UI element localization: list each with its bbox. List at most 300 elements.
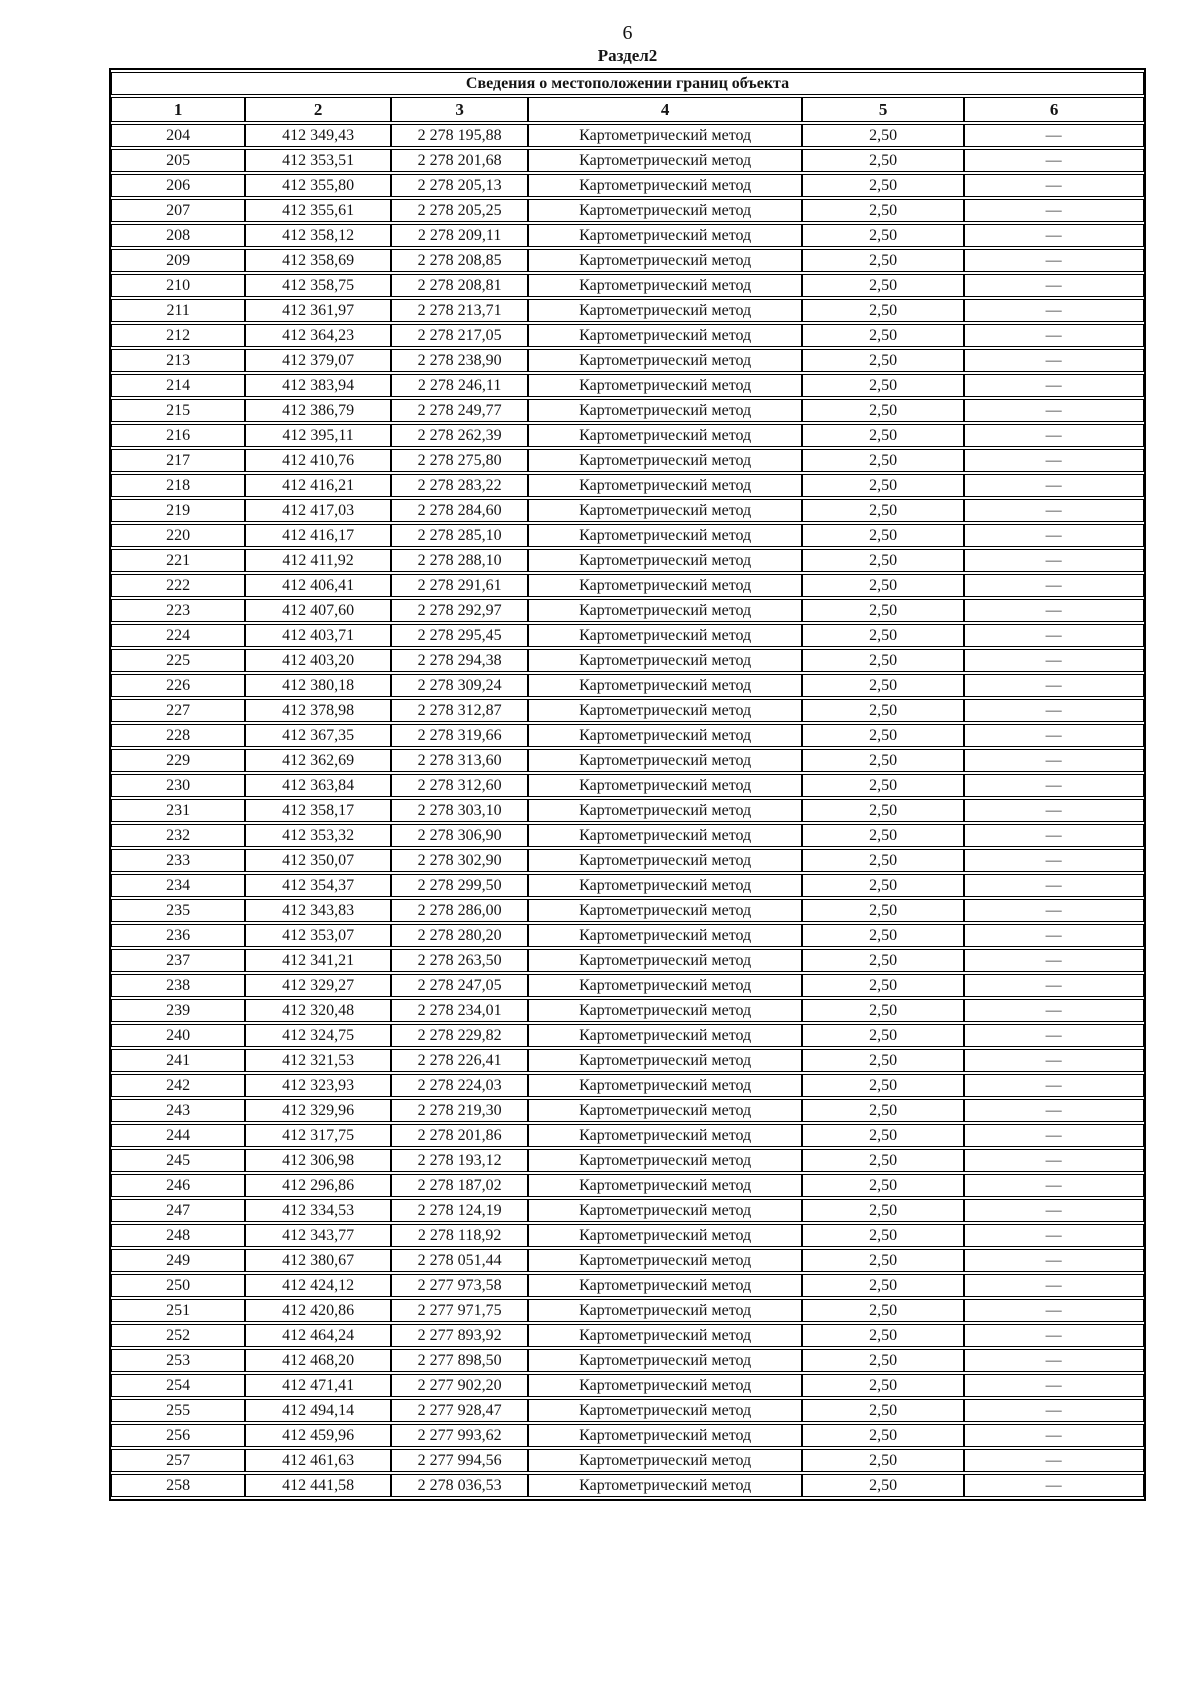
x-coordinate-cell: 412 324,75 <box>245 1024 391 1047</box>
x-coordinate-cell: 412 378,98 <box>245 699 391 722</box>
point-number-cell: 204 <box>111 124 245 147</box>
table-row <box>111 1274 1144 1297</box>
precision-cell: 2,50 <box>802 499 964 522</box>
method-cell: Картометрический метод <box>528 449 802 472</box>
table-row <box>111 249 1144 272</box>
x-coordinate-cell: 412 321,53 <box>245 1049 391 1072</box>
no-data-cell: — <box>964 699 1144 722</box>
no-data-cell: — <box>964 874 1144 897</box>
method-cell: Картометрический метод <box>528 1124 802 1147</box>
x-coordinate-cell: 412 380,67 <box>245 1249 391 1272</box>
x-coordinate-cell: 412 379,07 <box>245 349 391 372</box>
method-cell: Картометрический метод <box>528 274 802 297</box>
table-row <box>111 1324 1144 1347</box>
point-number-cell: 227 <box>111 699 245 722</box>
precision-cell: 2,50 <box>802 799 964 822</box>
point-number-cell: 253 <box>111 1349 245 1372</box>
point-number-cell: 211 <box>111 299 245 322</box>
x-coordinate-cell: 412 407,60 <box>245 599 391 622</box>
point-number-cell: 243 <box>111 1099 245 1122</box>
point-number-cell: 205 <box>111 149 245 172</box>
no-data-cell: — <box>964 899 1144 922</box>
point-number-cell: 231 <box>111 799 245 822</box>
point-number-cell: 257 <box>111 1449 245 1472</box>
precision-cell: 2,50 <box>802 1274 964 1297</box>
precision-cell: 2,50 <box>802 299 964 322</box>
column-number-row <box>111 97 1144 122</box>
method-cell: Картометрический метод <box>528 1349 802 1372</box>
table-row <box>111 649 1144 672</box>
no-data-cell: — <box>964 1124 1144 1147</box>
no-data-cell: — <box>964 924 1144 947</box>
point-number-cell: 226 <box>111 674 245 697</box>
x-coordinate-cell: 412 329,96 <box>245 1099 391 1122</box>
table-row <box>111 674 1144 697</box>
y-coordinate-cell: 2 278 193,12 <box>391 1149 528 1172</box>
method-cell: Картометрический метод <box>528 524 802 547</box>
table-row <box>111 199 1144 222</box>
point-number-cell: 234 <box>111 874 245 897</box>
point-number-cell: 247 <box>111 1199 245 1222</box>
table-row <box>111 899 1144 922</box>
method-cell: Картометрический метод <box>528 1174 802 1197</box>
x-coordinate-cell: 412 494,14 <box>245 1399 391 1422</box>
no-data-cell: — <box>964 1149 1144 1172</box>
x-coordinate-cell: 412 461,63 <box>245 1449 391 1472</box>
table-row <box>111 1399 1144 1422</box>
precision-cell: 2,50 <box>802 649 964 672</box>
method-cell: Картометрический метод <box>528 899 802 922</box>
precision-cell: 2,50 <box>802 1199 964 1222</box>
x-coordinate-cell: 412 417,03 <box>245 499 391 522</box>
point-number-cell: 248 <box>111 1224 245 1247</box>
no-data-cell: — <box>964 1474 1144 1497</box>
no-data-cell: — <box>964 549 1144 572</box>
table-row <box>111 1249 1144 1272</box>
precision-cell: 2,50 <box>802 724 964 747</box>
precision-cell: 2,50 <box>802 1474 964 1497</box>
point-number-cell: 258 <box>111 1474 245 1497</box>
x-coordinate-cell: 412 406,41 <box>245 574 391 597</box>
no-data-cell: — <box>964 1324 1144 1347</box>
x-coordinate-cell: 412 395,11 <box>245 424 391 447</box>
x-coordinate-cell: 412 361,97 <box>245 299 391 322</box>
column-header-3: 3 <box>391 97 528 122</box>
x-coordinate-cell: 412 362,69 <box>245 749 391 772</box>
table-row <box>111 324 1144 347</box>
method-cell: Картометрический метод <box>528 1049 802 1072</box>
precision-cell: 2,50 <box>802 149 964 172</box>
table-row <box>111 124 1144 147</box>
precision-cell: 2,50 <box>802 374 964 397</box>
point-number-cell: 235 <box>111 899 245 922</box>
precision-cell: 2,50 <box>802 349 964 372</box>
x-coordinate-cell: 412 403,71 <box>245 624 391 647</box>
precision-cell: 2,50 <box>802 549 964 572</box>
precision-cell: 2,50 <box>802 974 964 997</box>
method-cell: Картометрический метод <box>528 799 802 822</box>
point-number-cell: 219 <box>111 499 245 522</box>
precision-cell: 2,50 <box>802 749 964 772</box>
method-cell: Картометрический метод <box>528 374 802 397</box>
y-coordinate-cell: 2 277 893,92 <box>391 1324 528 1347</box>
method-cell: Картометрический метод <box>528 349 802 372</box>
precision-cell: 2,50 <box>802 999 964 1022</box>
table-row <box>111 274 1144 297</box>
x-coordinate-cell: 412 343,77 <box>245 1224 391 1247</box>
y-coordinate-cell: 2 278 234,01 <box>391 999 528 1022</box>
table-row <box>111 1199 1144 1222</box>
precision-cell: 2,50 <box>802 1174 964 1197</box>
y-coordinate-cell: 2 278 280,20 <box>391 924 528 947</box>
no-data-cell: — <box>964 149 1144 172</box>
y-coordinate-cell: 2 278 118,92 <box>391 1224 528 1247</box>
table-row <box>111 224 1144 247</box>
point-number-cell: 210 <box>111 274 245 297</box>
x-coordinate-cell: 412 343,83 <box>245 899 391 922</box>
y-coordinate-cell: 2 278 209,11 <box>391 224 528 247</box>
point-number-cell: 239 <box>111 999 245 1022</box>
no-data-cell: — <box>964 649 1144 672</box>
point-number-cell: 209 <box>111 249 245 272</box>
precision-cell: 2,50 <box>802 1399 964 1422</box>
no-data-cell: — <box>964 174 1144 197</box>
precision-cell: 2,50 <box>802 324 964 347</box>
point-number-cell: 238 <box>111 974 245 997</box>
point-number-cell: 216 <box>111 424 245 447</box>
page-number: 6 <box>622 22 633 44</box>
point-number-cell: 233 <box>111 849 245 872</box>
method-cell: Картометрический метод <box>528 699 802 722</box>
table-row <box>111 949 1144 972</box>
table-row <box>111 599 1144 622</box>
precision-cell: 2,50 <box>802 849 964 872</box>
table-row <box>111 149 1144 172</box>
point-number-cell: 225 <box>111 649 245 672</box>
table-row <box>111 549 1144 572</box>
y-coordinate-cell: 2 278 229,82 <box>391 1024 528 1047</box>
no-data-cell: — <box>964 424 1144 447</box>
no-data-cell: — <box>964 949 1144 972</box>
table-title: Сведения о местоположении границ объекта <box>111 72 1144 95</box>
no-data-cell: — <box>964 799 1144 822</box>
method-cell: Картометрический метод <box>528 174 802 197</box>
boundaries-table <box>111 70 1144 1499</box>
y-coordinate-cell: 2 278 309,24 <box>391 674 528 697</box>
method-cell: Картометрический метод <box>528 649 802 672</box>
table-row <box>111 1174 1144 1197</box>
x-coordinate-cell: 412 416,21 <box>245 474 391 497</box>
x-coordinate-cell: 412 358,12 <box>245 224 391 247</box>
y-coordinate-cell: 2 278 124,19 <box>391 1199 528 1222</box>
x-coordinate-cell: 412 329,27 <box>245 974 391 997</box>
table-row <box>111 1074 1144 1097</box>
x-coordinate-cell: 412 424,12 <box>245 1274 391 1297</box>
precision-cell: 2,50 <box>802 1049 964 1072</box>
precision-cell: 2,50 <box>802 399 964 422</box>
point-number-cell: 244 <box>111 1124 245 1147</box>
no-data-cell: — <box>964 774 1144 797</box>
precision-cell: 2,50 <box>802 174 964 197</box>
no-data-cell: — <box>964 574 1144 597</box>
precision-cell: 2,50 <box>802 924 964 947</box>
column-header-6: 6 <box>964 97 1144 122</box>
table-row <box>111 399 1144 422</box>
method-cell: Картометрический метод <box>528 1474 802 1497</box>
no-data-cell: — <box>964 1399 1144 1422</box>
y-coordinate-cell: 2 278 302,90 <box>391 849 528 872</box>
y-coordinate-cell: 2 278 275,80 <box>391 449 528 472</box>
method-cell: Картометрический метод <box>528 1199 802 1222</box>
y-coordinate-cell: 2 278 306,90 <box>391 824 528 847</box>
y-coordinate-cell: 2 278 219,30 <box>391 1099 528 1122</box>
method-cell: Картометрический метод <box>528 1324 802 1347</box>
y-coordinate-cell: 2 278 283,22 <box>391 474 528 497</box>
x-coordinate-cell: 412 410,76 <box>245 449 391 472</box>
precision-cell: 2,50 <box>802 224 964 247</box>
no-data-cell: — <box>964 299 1144 322</box>
table-row <box>111 1124 1144 1147</box>
y-coordinate-cell: 2 278 036,53 <box>391 1474 528 1497</box>
precision-cell: 2,50 <box>802 1074 964 1097</box>
point-number-cell: 213 <box>111 349 245 372</box>
precision-cell: 2,50 <box>802 1249 964 1272</box>
point-number-cell: 214 <box>111 374 245 397</box>
point-number-cell: 208 <box>111 224 245 247</box>
method-cell: Картометрический метод <box>528 624 802 647</box>
table-row <box>111 1299 1144 1322</box>
y-coordinate-cell: 2 278 201,86 <box>391 1124 528 1147</box>
y-coordinate-cell: 2 278 201,68 <box>391 149 528 172</box>
no-data-cell: — <box>964 1024 1144 1047</box>
table-row <box>111 749 1144 772</box>
x-coordinate-cell: 412 334,53 <box>245 1199 391 1222</box>
table-row <box>111 624 1144 647</box>
point-number-cell: 224 <box>111 624 245 647</box>
y-coordinate-cell: 2 277 973,58 <box>391 1274 528 1297</box>
precision-cell: 2,50 <box>802 1124 964 1147</box>
no-data-cell: — <box>964 474 1144 497</box>
y-coordinate-cell: 2 278 312,60 <box>391 774 528 797</box>
table-head <box>111 72 1144 122</box>
point-number-cell: 256 <box>111 1424 245 1447</box>
method-cell: Картометрический метод <box>528 499 802 522</box>
method-cell: Картометрический метод <box>528 749 802 772</box>
x-coordinate-cell: 412 317,75 <box>245 1124 391 1147</box>
no-data-cell: — <box>964 524 1144 547</box>
precision-cell: 2,50 <box>802 1349 964 1372</box>
no-data-cell: — <box>964 724 1144 747</box>
y-coordinate-cell: 2 278 217,05 <box>391 324 528 347</box>
precision-cell: 2,50 <box>802 824 964 847</box>
precision-cell: 2,50 <box>802 474 964 497</box>
method-cell: Картометрический метод <box>528 1249 802 1272</box>
point-number-cell: 215 <box>111 399 245 422</box>
y-coordinate-cell: 2 278 205,25 <box>391 199 528 222</box>
y-coordinate-cell: 2 278 295,45 <box>391 624 528 647</box>
table-row <box>111 474 1144 497</box>
method-cell: Картометрический метод <box>528 874 802 897</box>
x-coordinate-cell: 412 353,07 <box>245 924 391 947</box>
y-coordinate-cell: 2 277 928,47 <box>391 1399 528 1422</box>
precision-cell: 2,50 <box>802 1424 964 1447</box>
no-data-cell: — <box>964 1424 1144 1447</box>
precision-cell: 2,50 <box>802 449 964 472</box>
precision-cell: 2,50 <box>802 524 964 547</box>
table-body <box>111 124 1144 1497</box>
no-data-cell: — <box>964 1074 1144 1097</box>
x-coordinate-cell: 412 380,18 <box>245 674 391 697</box>
precision-cell: 2,50 <box>802 274 964 297</box>
no-data-cell: — <box>964 399 1144 422</box>
table-row <box>111 799 1144 822</box>
y-coordinate-cell: 2 278 051,44 <box>391 1249 528 1272</box>
point-number-cell: 246 <box>111 1174 245 1197</box>
method-cell: Картометрический метод <box>528 1149 802 1172</box>
precision-cell: 2,50 <box>802 249 964 272</box>
no-data-cell: — <box>964 224 1144 247</box>
point-number-cell: 220 <box>111 524 245 547</box>
table-row <box>111 874 1144 897</box>
method-cell: Картометрический метод <box>528 599 802 622</box>
table-row <box>111 1224 1144 1247</box>
y-coordinate-cell: 2 278 313,60 <box>391 749 528 772</box>
no-data-cell: — <box>964 274 1144 297</box>
method-cell: Картометрический метод <box>528 474 802 497</box>
no-data-cell: — <box>964 749 1144 772</box>
column-header-2: 2 <box>245 97 391 122</box>
method-cell: Картометрический метод <box>528 224 802 247</box>
table-row <box>111 1449 1144 1472</box>
no-data-cell: — <box>964 1049 1144 1072</box>
point-number-cell: 252 <box>111 1324 245 1347</box>
point-number-cell: 229 <box>111 749 245 772</box>
point-number-cell: 232 <box>111 824 245 847</box>
method-cell: Картометрический метод <box>528 674 802 697</box>
y-coordinate-cell: 2 278 208,85 <box>391 249 528 272</box>
method-cell: Картометрический метод <box>528 299 802 322</box>
x-coordinate-cell: 412 320,48 <box>245 999 391 1022</box>
table-row <box>111 699 1144 722</box>
y-coordinate-cell: 2 278 291,61 <box>391 574 528 597</box>
x-coordinate-cell: 412 296,86 <box>245 1174 391 1197</box>
table-row <box>111 849 1144 872</box>
table-row <box>111 424 1144 447</box>
x-coordinate-cell: 412 468,20 <box>245 1349 391 1372</box>
table-title-row <box>111 72 1144 95</box>
point-number-cell: 217 <box>111 449 245 472</box>
y-coordinate-cell: 2 278 284,60 <box>391 499 528 522</box>
no-data-cell: — <box>964 199 1144 222</box>
precision-cell: 2,50 <box>802 1449 964 1472</box>
y-coordinate-cell: 2 277 994,56 <box>391 1449 528 1472</box>
y-coordinate-cell: 2 278 213,71 <box>391 299 528 322</box>
no-data-cell: — <box>964 1274 1144 1297</box>
method-cell: Картометрический метод <box>528 1074 802 1097</box>
precision-cell: 2,50 <box>802 949 964 972</box>
section-title: Раздел2 <box>597 46 658 65</box>
method-cell: Картометрический метод <box>528 1374 802 1397</box>
x-coordinate-cell: 412 441,58 <box>245 1474 391 1497</box>
y-coordinate-cell: 2 278 187,02 <box>391 1174 528 1197</box>
x-coordinate-cell: 412 364,23 <box>245 324 391 347</box>
x-coordinate-cell: 412 464,24 <box>245 1324 391 1347</box>
point-number-cell: 207 <box>111 199 245 222</box>
point-number-cell: 236 <box>111 924 245 947</box>
method-cell: Картометрический метод <box>528 324 802 347</box>
precision-cell: 2,50 <box>802 599 964 622</box>
y-coordinate-cell: 2 278 262,39 <box>391 424 528 447</box>
y-coordinate-cell: 2 278 263,50 <box>391 949 528 972</box>
no-data-cell: — <box>964 674 1144 697</box>
precision-cell: 2,50 <box>802 1324 964 1347</box>
method-cell: Картометрический метод <box>528 824 802 847</box>
x-coordinate-cell: 412 341,21 <box>245 949 391 972</box>
no-data-cell: — <box>964 1199 1144 1222</box>
no-data-cell: — <box>964 1449 1144 1472</box>
point-number-cell: 250 <box>111 1274 245 1297</box>
x-coordinate-cell: 412 353,32 <box>245 824 391 847</box>
column-header-5: 5 <box>802 97 964 122</box>
method-cell: Картометрический метод <box>528 199 802 222</box>
table-row <box>111 524 1144 547</box>
method-cell: Картометрический метод <box>528 949 802 972</box>
method-cell: Картометрический метод <box>528 424 802 447</box>
precision-cell: 2,50 <box>802 1299 964 1322</box>
y-coordinate-cell: 2 278 205,13 <box>391 174 528 197</box>
point-number-cell: 212 <box>111 324 245 347</box>
point-number-cell: 251 <box>111 1299 245 1322</box>
method-cell: Картометрический метод <box>528 549 802 572</box>
precision-cell: 2,50 <box>802 1024 964 1047</box>
method-cell: Картометрический метод <box>528 999 802 1022</box>
table-row <box>111 724 1144 747</box>
x-coordinate-cell: 412 358,17 <box>245 799 391 822</box>
point-number-cell: 230 <box>111 774 245 797</box>
y-coordinate-cell: 2 278 294,38 <box>391 649 528 672</box>
table-row <box>111 174 1144 197</box>
method-cell: Картометрический метод <box>528 1424 802 1447</box>
x-coordinate-cell: 412 355,80 <box>245 174 391 197</box>
table-row <box>111 1349 1144 1372</box>
precision-cell: 2,50 <box>802 899 964 922</box>
point-number-cell: 245 <box>111 1149 245 1172</box>
table-row <box>111 449 1144 472</box>
point-number-cell: 254 <box>111 1374 245 1397</box>
x-coordinate-cell: 412 358,69 <box>245 249 391 272</box>
table-row <box>111 1099 1144 1122</box>
method-cell: Картометрический метод <box>528 1399 802 1422</box>
y-coordinate-cell: 2 277 971,75 <box>391 1299 528 1322</box>
method-cell: Картометрический метод <box>528 974 802 997</box>
no-data-cell: — <box>964 849 1144 872</box>
no-data-cell: — <box>964 124 1144 147</box>
precision-cell: 2,50 <box>802 624 964 647</box>
y-coordinate-cell: 2 277 902,20 <box>391 1374 528 1397</box>
x-coordinate-cell: 412 367,35 <box>245 724 391 747</box>
no-data-cell: — <box>964 599 1144 622</box>
y-coordinate-cell: 2 278 224,03 <box>391 1074 528 1097</box>
point-number-cell: 241 <box>111 1049 245 1072</box>
y-coordinate-cell: 2 278 285,10 <box>391 524 528 547</box>
precision-cell: 2,50 <box>802 674 964 697</box>
no-data-cell: — <box>964 324 1144 347</box>
y-coordinate-cell: 2 277 898,50 <box>391 1349 528 1372</box>
method-cell: Картометрический метод <box>528 149 802 172</box>
precision-cell: 2,50 <box>802 774 964 797</box>
table-row <box>111 1149 1144 1172</box>
no-data-cell: — <box>964 1099 1144 1122</box>
